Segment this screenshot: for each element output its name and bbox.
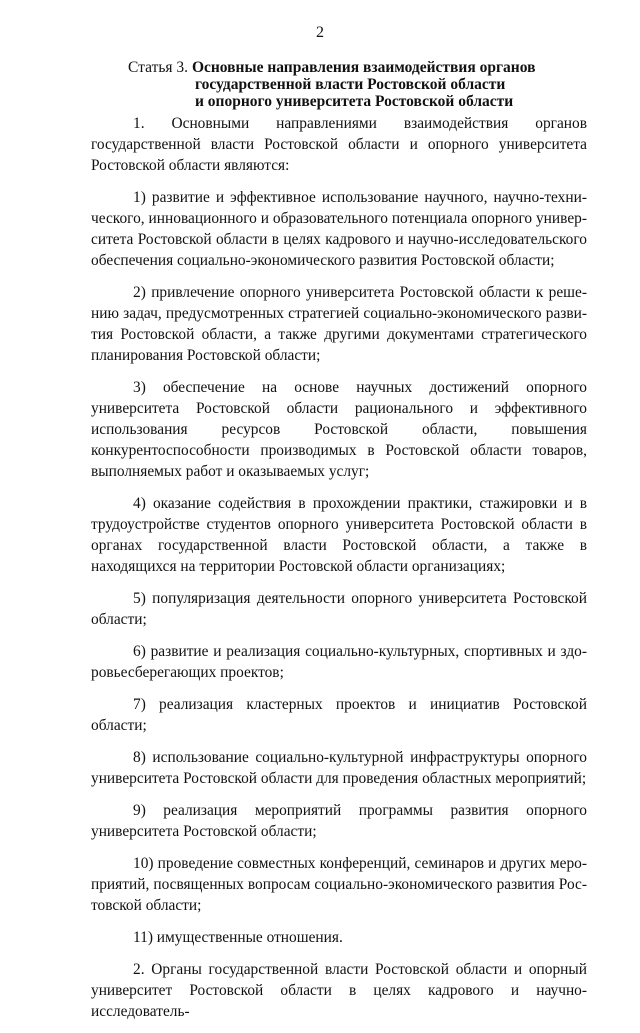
list-item-10: 10) проведение совместных конференций, семинаров и других мероприятий, посвященных вопросам социально-экономического развития Ростовской области; [91, 855, 587, 914]
article-body [91, 113, 587, 1033]
paragraph-2: 2. Органы государственной власти Ростовской области и опорный университет Ростовской области в целях кадрового и научно-исследователь- [91, 961, 587, 1020]
list-item-3: 3) обеспечение на основе научных достижений опорного университета Ростовской области рационального и эффективного использования ресурсов Ростовской области, повышения конкурентоспособности производимых в Ростовской области товаров, выполняемых работ и оказываемых услуг; [91, 379, 587, 480]
article-title-line-2: государственной власти Ростовской области [195, 76, 506, 93]
article-title-line-1: Основные направления взаимодействия органов [191, 59, 536, 76]
article-heading [128, 59, 548, 110]
list-item-7: 7) реализация кластерных проектов и инициатив Ростовской области; [91, 696, 587, 734]
page-number: 2 [316, 24, 324, 41]
article-title-line-3: и опорного университета Ростовской области [195, 93, 514, 110]
list-item-4: 4) оказание содействия в прохождении практики, стажировки и в трудоустройстве студентов опорного университета Ростовской области в органах государственной власти Ростовской области, а также в находящихся на территории Ростовской области организациях; [91, 495, 587, 575]
paragraph-1: 1. Основными направлениями взаимодействия органов государственной власти Ростовской области и опорного университета Ростовской области являются: [91, 115, 587, 174]
list-item-9: 9) реализация мероприятий программы развития опорного университета Ростовской области; [91, 802, 587, 840]
list-item-5: 5) популяризация деятельности опорного университета Ростовской области; [91, 590, 587, 628]
list-item-1: 1) развитие и эффективное использование научного, научно-технического, инновационного и образовательного потенциала опорного университета Ростовской области в целях кадрового и научно-исследовательского обеспечения социально-экономического развития Ростовской области; [91, 189, 587, 269]
article-number: Статья 3. [128, 59, 189, 76]
list-item-2: 2) привлечение опорного университета Ростовской области к решению задач, предусмотренных стратегией социально-экономического развития Ростовской области, а также другими документами стратегического планирования Ростовской области; [91, 284, 587, 364]
list-item-11: 11) имущественные отношения. [133, 929, 343, 946]
list-item-6: 6) развитие и реализация социально-культурных, спортивных и здоровьесберегающих проектов; [91, 643, 587, 681]
list-item-8: 8) использование социально-культурной инфраструктуры опорного университета Ростовской области для проведения областных мероприятий; [91, 749, 587, 787]
